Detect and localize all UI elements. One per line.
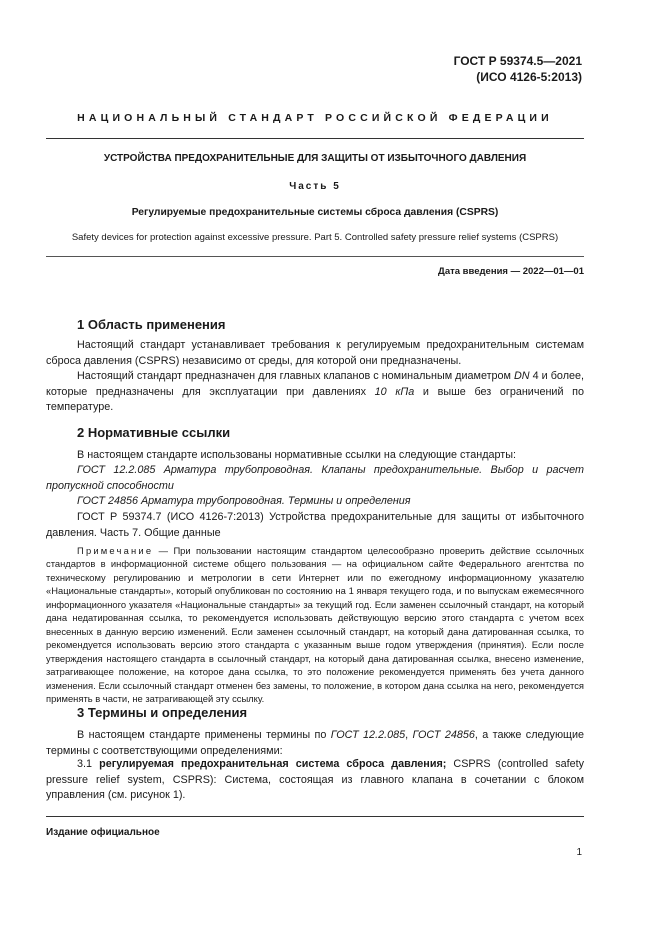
part-title: Регулируемые предохранительные системы сброса давления (CSPRS) <box>131 207 499 218</box>
introduction-date: Дата введения — 2022—01—01 <box>438 266 584 277</box>
page-number: 1 <box>576 847 582 858</box>
footer-divider <box>46 816 584 817</box>
reference-item: ГОСТ 12.2.085 Арматура трубопроводная. Клапаны предохранительные. Выбор и расчет пропускной способности <box>46 464 584 492</box>
section-heading-terms: 3 Термины и определения <box>77 705 248 720</box>
reference-item: ГОСТ 24856 Арматура трубопроводная. Термины и определения <box>77 495 411 507</box>
paragraph: Настоящий стандарт предназначен для главных клапанов с номинальным диаметром DN 4 и более, которые предназначены для эксплуатации при давлениях 10 кПа и выше без ограничений по температуре. <box>46 370 584 413</box>
reference-item: ГОСТ Р 59374.7 (ИСО 4126-7:2013) Устройства предохранительные для защиты от избыточного давления. Часть 7. Общие данные <box>46 511 584 539</box>
paragraph: В настоящем стандарте использованы нормативные ссылки на следующие стандарты: <box>77 449 516 461</box>
iso-number: (ИСО 4126-5:2013) <box>476 70 582 84</box>
official-edition-label: Издание официальное <box>46 827 160 838</box>
term-definition: 3.1 регулируемая предохранительная система сброса давления; CSPRS (controlled safety pressure relief system, CSPRS): Система, состоящая из главного клапана в сочетании с блоком управления (см. рисунок 1). <box>46 758 584 801</box>
standard-number: ГОСТ Р 59374.5—2021 <box>453 54 582 68</box>
document-title: УСТРОЙСТВА ПРЕДОХРАНИТЕЛЬНЫЕ ДЛЯ ЗАЩИТЫ ОТ ИЗБЫТОЧНОГО ДАВЛЕНИЯ <box>103 153 527 164</box>
english-title: Safety devices for protection against excessive pressure. Part 5. Controlled safety pressure relief systems (CSPRS) <box>71 232 559 243</box>
paragraph: Настоящий стандарт устанавливает требования к регулируемым предохранительным системам сброса давления (CSPRS) независимо от среды, для которой они предназначены. <box>46 339 584 367</box>
paragraph: В настоящем стандарте применены термины по ГОСТ 12.2.085, ГОСТ 24856, а также следующие термины с соответствующими определениями: <box>46 729 584 757</box>
section-heading-scope: 1 Область применения <box>77 317 226 332</box>
national-standard-banner: НАЦИОНАЛЬНЫЙ СТАНДАРТ РОССИЙСКОЙ ФЕДЕРАЦИИ <box>77 112 553 124</box>
title-divider <box>46 256 584 257</box>
header-divider <box>46 138 584 139</box>
part-label: Часть 5 <box>289 181 341 192</box>
note-block: Примечание — При пользовании настоящим стандартом целесообразно проверить действие ссылочных стандартов в информационной системе общего пользования — на официальном сайте Федерального агентства по техническому регулированию и метрологии в сети Интернет или по ежегодному информационному указателю «Национальные стандарты», который опубликован по состоянию на 1 января текущего года, и по выпускам ежемесячного информационного указателя «Национальные стандарты» за текущий год. Если заменен ссылочный стандарт, на который дана недатированная ссылка, то рекомендуется использовать действующую версию этого стандарта с учетом всех внесенных в данную версию изменений. Если заменен ссылочный стандарт, на который дана датированная ссылка, то рекомендуется использовать версию этого стандарта с указанным выше годом утверждения (принятия). Если после утверждения настоящего стандарта в ссылочный стандарт, на который дана датированная ссылка, внесено изменение, затрагивающее положение, на которое дана ссылка, то это положение рекомендуется применять без учета данного изменения. Если ссылочный стандарт отменен без замены, то положение, в котором дана ссылка на него, рекомендуется применять в части, не затрагивающей эту ссылку. <box>46 545 584 704</box>
section-heading-references: 2 Нормативные ссылки <box>77 425 231 440</box>
